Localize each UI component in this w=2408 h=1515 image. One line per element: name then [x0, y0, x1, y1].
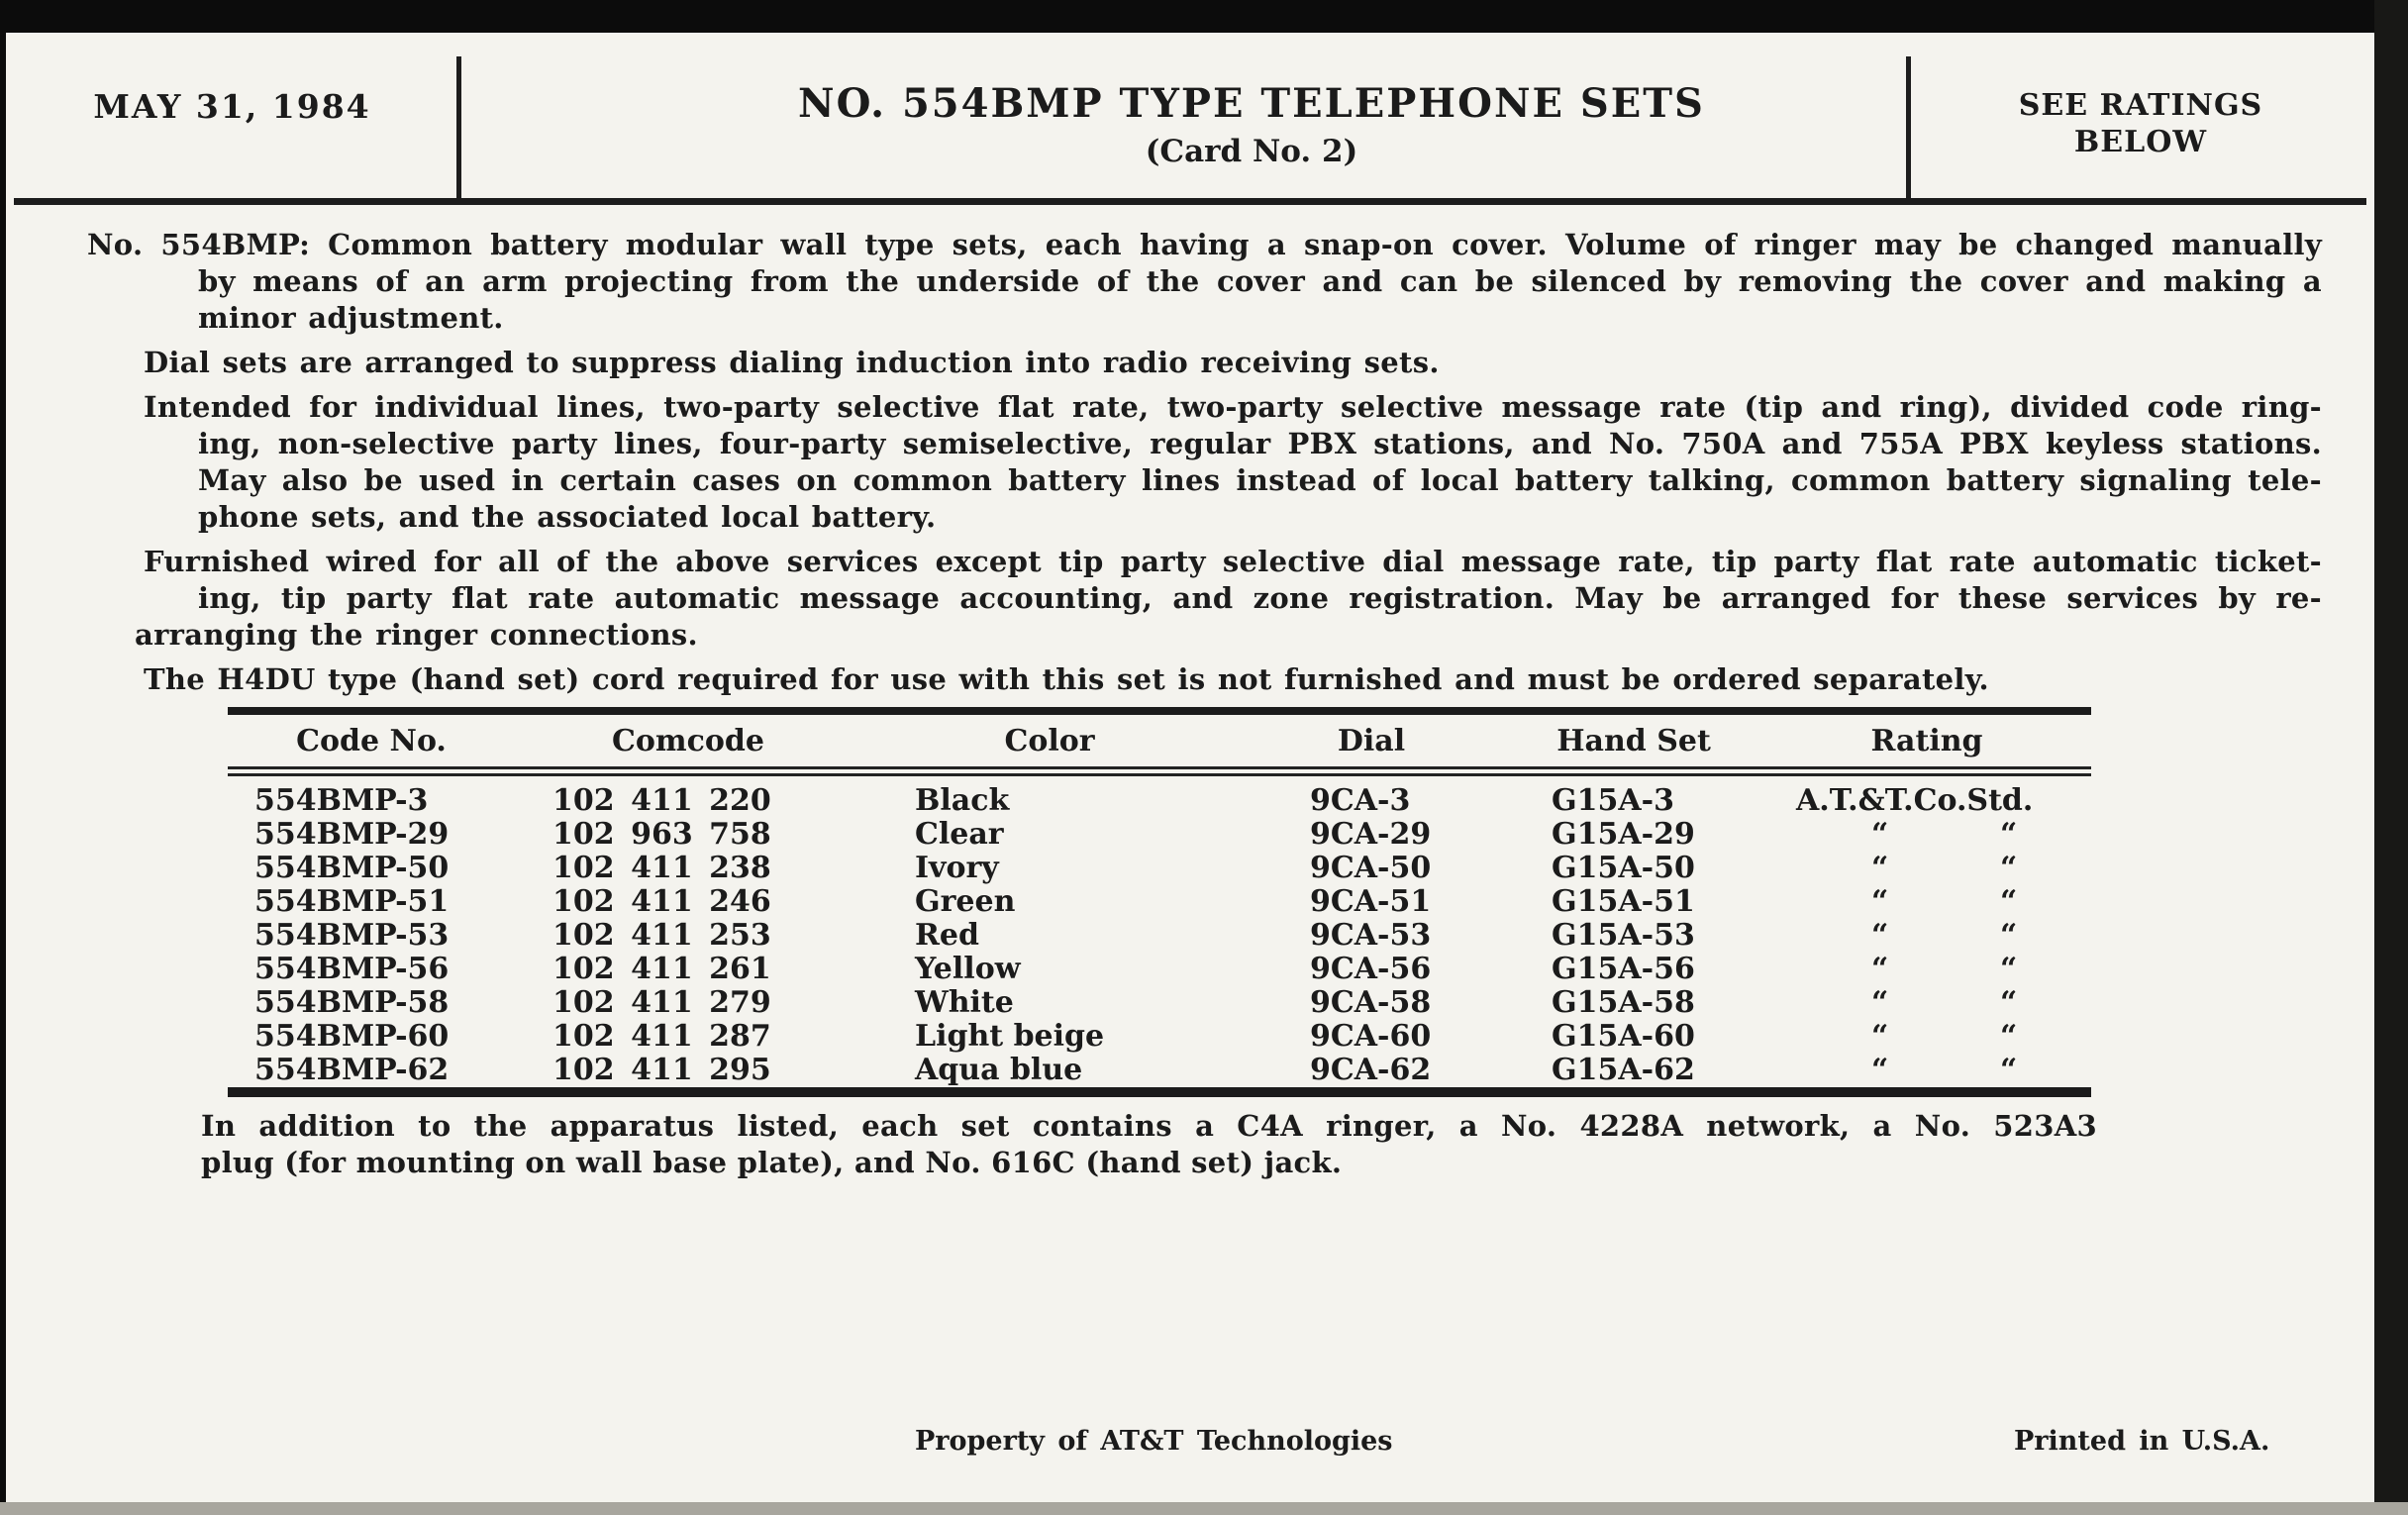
column-header-color: Color — [1004, 723, 1095, 758]
apparatus-note — [201, 1108, 2097, 1181]
ditto-mark: “ — [2000, 985, 2018, 1020]
cell-handset: G15A-51 — [1552, 884, 1695, 919]
parts-table — [228, 707, 2091, 1097]
property-notice: Property of AT&T Technologies — [915, 1426, 1393, 1457]
cell-dial: 9CA-62 — [1310, 1053, 1432, 1087]
table-row — [228, 885, 2091, 919]
text-line: ing, non-selective party lines, four-party semiselective, regular PBX stations, and No. 750A and 755A PBX keyless stations. — [198, 427, 2322, 460]
data-card — [6, 33, 2374, 1503]
text-line: ing, tip party flat rate automatic message accounting, and zone registration. May be arranged for these services by re- — [198, 581, 2322, 615]
cell-dial: 9CA-51 — [1310, 884, 1432, 919]
cell-dial: 9CA-60 — [1310, 1019, 1432, 1054]
page-title: NO. 554BMP TYPE TELEPHONE SETS — [798, 80, 1705, 127]
table-row — [228, 1020, 2091, 1054]
paragraph — [87, 389, 2322, 536]
cell-comcode: 102 411 287 — [552, 1019, 771, 1054]
cell-rating — [1762, 986, 2091, 1020]
cell-code: 554BMP-3 — [254, 783, 429, 818]
cell-handset: G15A-53 — [1552, 918, 1695, 953]
text-line: Intended for individual lines, two-party selective flat rate, two-party selective message rate (tip and ring), divided code ring- — [144, 390, 2322, 424]
scan-edge-right — [2374, 0, 2408, 1515]
table-header-row — [228, 715, 2091, 766]
table-row — [228, 818, 2091, 852]
cell-rating — [1762, 852, 2091, 885]
ditto-mark: “ — [2000, 817, 2018, 852]
ditto-mark: “ — [1871, 851, 1889, 885]
cell-handset: G15A-56 — [1552, 952, 1695, 986]
text-line: Furnished wired for all of the above services except tip party selective dial message rate, tip party flat rate automatic ticket- — [144, 545, 2322, 578]
scan-edge-bottom — [0, 1502, 2408, 1515]
ditto-mark: “ — [2000, 1019, 2018, 1054]
ditto-mark: “ — [1871, 918, 1889, 953]
cell-rating — [1762, 919, 2091, 953]
ditto-mark: “ — [1871, 817, 1889, 852]
ditto-mark: “ — [1871, 1019, 1889, 1054]
ratings-note — [1907, 87, 2374, 160]
text-line: In addition to the apparatus listed, each set contains a C4A ringer, a No. 4228A network, a No. 523A3 — [201, 1109, 2097, 1143]
text-line: No. 554BMP: Common battery modular wall type sets, each having a snap-on cover. Volume of ringer may be changed manually — [87, 228, 2322, 261]
cell-rating — [1762, 818, 2091, 852]
table-body — [228, 776, 2091, 1087]
cell-color: Ivory — [915, 851, 999, 885]
cell-code: 554BMP-50 — [254, 851, 450, 885]
cell-color: Light beige — [915, 1019, 1105, 1054]
column-header-code: Code No. — [296, 723, 447, 758]
cell-comcode: 102 411 279 — [552, 985, 771, 1020]
cell-color: Red — [915, 918, 979, 953]
cell-handset: G15A-58 — [1552, 985, 1695, 1020]
cell-color: Black — [915, 783, 1010, 818]
cell-dial: 9CA-53 — [1310, 918, 1432, 953]
text-line: by means of an arm projecting from the underside of the cover and can be silenced by removing the cover and making a — [198, 264, 2322, 298]
cell-code: 554BMP-56 — [254, 952, 450, 986]
table-row — [228, 919, 2091, 953]
cell-handset: G15A-62 — [1552, 1053, 1695, 1087]
cell-rating — [1762, 885, 2091, 919]
description-text — [87, 227, 2322, 698]
cell-comcode: 102 411 246 — [552, 884, 771, 919]
cell-code: 554BMP-60 — [254, 1019, 450, 1054]
table-row — [228, 986, 2091, 1020]
paragraph — [87, 227, 2322, 337]
cell-dial: 9CA-50 — [1310, 851, 1432, 885]
cell-rating — [1762, 1054, 2091, 1087]
cell-dial: 9CA-58 — [1310, 985, 1432, 1020]
ditto-mark: “ — [1871, 884, 1889, 919]
cell-code: 554BMP-53 — [254, 918, 450, 953]
table-row — [228, 1054, 2091, 1087]
cell-color: Aqua blue — [915, 1053, 1083, 1087]
cell-code: 554BMP-29 — [254, 817, 450, 852]
table-row — [228, 784, 2091, 818]
cell-handset: G15A-60 — [1552, 1019, 1695, 1054]
cell-comcode: 102 963 758 — [552, 817, 771, 852]
cell-color: Clear — [915, 817, 1004, 852]
card-number: (Card No. 2) — [1145, 134, 1358, 169]
ratings-note-line2: BELOW — [2073, 125, 2208, 159]
text-line: arranging the ringer connections. — [135, 618, 698, 652]
column-header-comcode: Comcode — [612, 723, 764, 758]
cell-code: 554BMP-58 — [254, 985, 450, 1020]
cell-dial: 9CA-3 — [1310, 783, 1411, 818]
cell-comcode: 102 411 238 — [552, 851, 771, 885]
cell-code: 554BMP-51 — [254, 884, 450, 919]
cell-comcode: 102 411 295 — [552, 1053, 771, 1087]
cell-comcode: 102 411 261 — [552, 952, 771, 986]
table-rule-top — [228, 707, 2091, 715]
ratings-note-line1: SEE RATINGS — [2018, 88, 2263, 123]
rating-value: A.T.&T.Co.Std. — [1796, 783, 2034, 818]
cell-rating — [1762, 1020, 2091, 1054]
issue-date: MAY 31, 1984 — [93, 87, 371, 126]
printed-notice: Printed in U.S.A. — [2014, 1426, 2270, 1457]
cell-code: 554BMP-62 — [254, 1053, 450, 1087]
ditto-mark: “ — [2000, 918, 2018, 953]
table-row — [228, 852, 2091, 885]
ditto-mark: “ — [1871, 985, 1889, 1020]
ditto-mark: “ — [2000, 1053, 2018, 1087]
masthead-title-block — [458, 80, 1906, 171]
masthead-rule — [14, 198, 2366, 205]
paragraph — [87, 345, 2322, 381]
text-line: phone sets, and the associated local battery. — [198, 500, 937, 534]
cell-color: White — [915, 985, 1014, 1020]
text-line: May also be used in certain cases on common battery lines instead of local battery talking, common battery signaling tele- — [198, 463, 2322, 497]
cell-comcode: 102 411 220 — [552, 783, 771, 818]
text-line: plug (for mounting on wall base plate), and No. 616C (hand set) jack. — [201, 1146, 1343, 1179]
cell-color: Green — [915, 884, 1016, 919]
ditto-mark: “ — [2000, 851, 2018, 885]
column-header-handset: Hand Set — [1556, 723, 1711, 758]
cell-handset: G15A-3 — [1552, 783, 1674, 818]
cell-rating — [1762, 953, 2091, 986]
cell-dial: 9CA-29 — [1310, 817, 1432, 852]
paragraph — [87, 544, 2322, 654]
cell-handset: G15A-50 — [1552, 851, 1695, 885]
column-header-rating: Rating — [1870, 723, 1983, 758]
text-line: The H4DU type (hand set) cord required for use with this set is not furnished and must be ordered separately. — [144, 662, 1989, 696]
text-line: minor adjustment. — [198, 301, 504, 335]
ditto-mark: “ — [2000, 884, 2018, 919]
ditto-mark: “ — [1871, 1053, 1889, 1087]
ditto-mark: “ — [2000, 952, 2018, 986]
table-rule-bottom — [228, 1087, 2091, 1097]
cell-dial: 9CA-56 — [1310, 952, 1432, 986]
paragraph — [87, 661, 2322, 698]
ditto-mark: “ — [1871, 952, 1889, 986]
cell-color: Yellow — [915, 952, 1021, 986]
column-header-dial: Dial — [1337, 723, 1406, 758]
cell-comcode: 102 411 253 — [552, 918, 771, 953]
cell-rating — [1762, 784, 2091, 818]
cell-handset: G15A-29 — [1552, 817, 1695, 852]
text-line: Dial sets are arranged to suppress dialing induction into radio receiving sets. — [144, 346, 1440, 379]
table-row — [228, 953, 2091, 986]
